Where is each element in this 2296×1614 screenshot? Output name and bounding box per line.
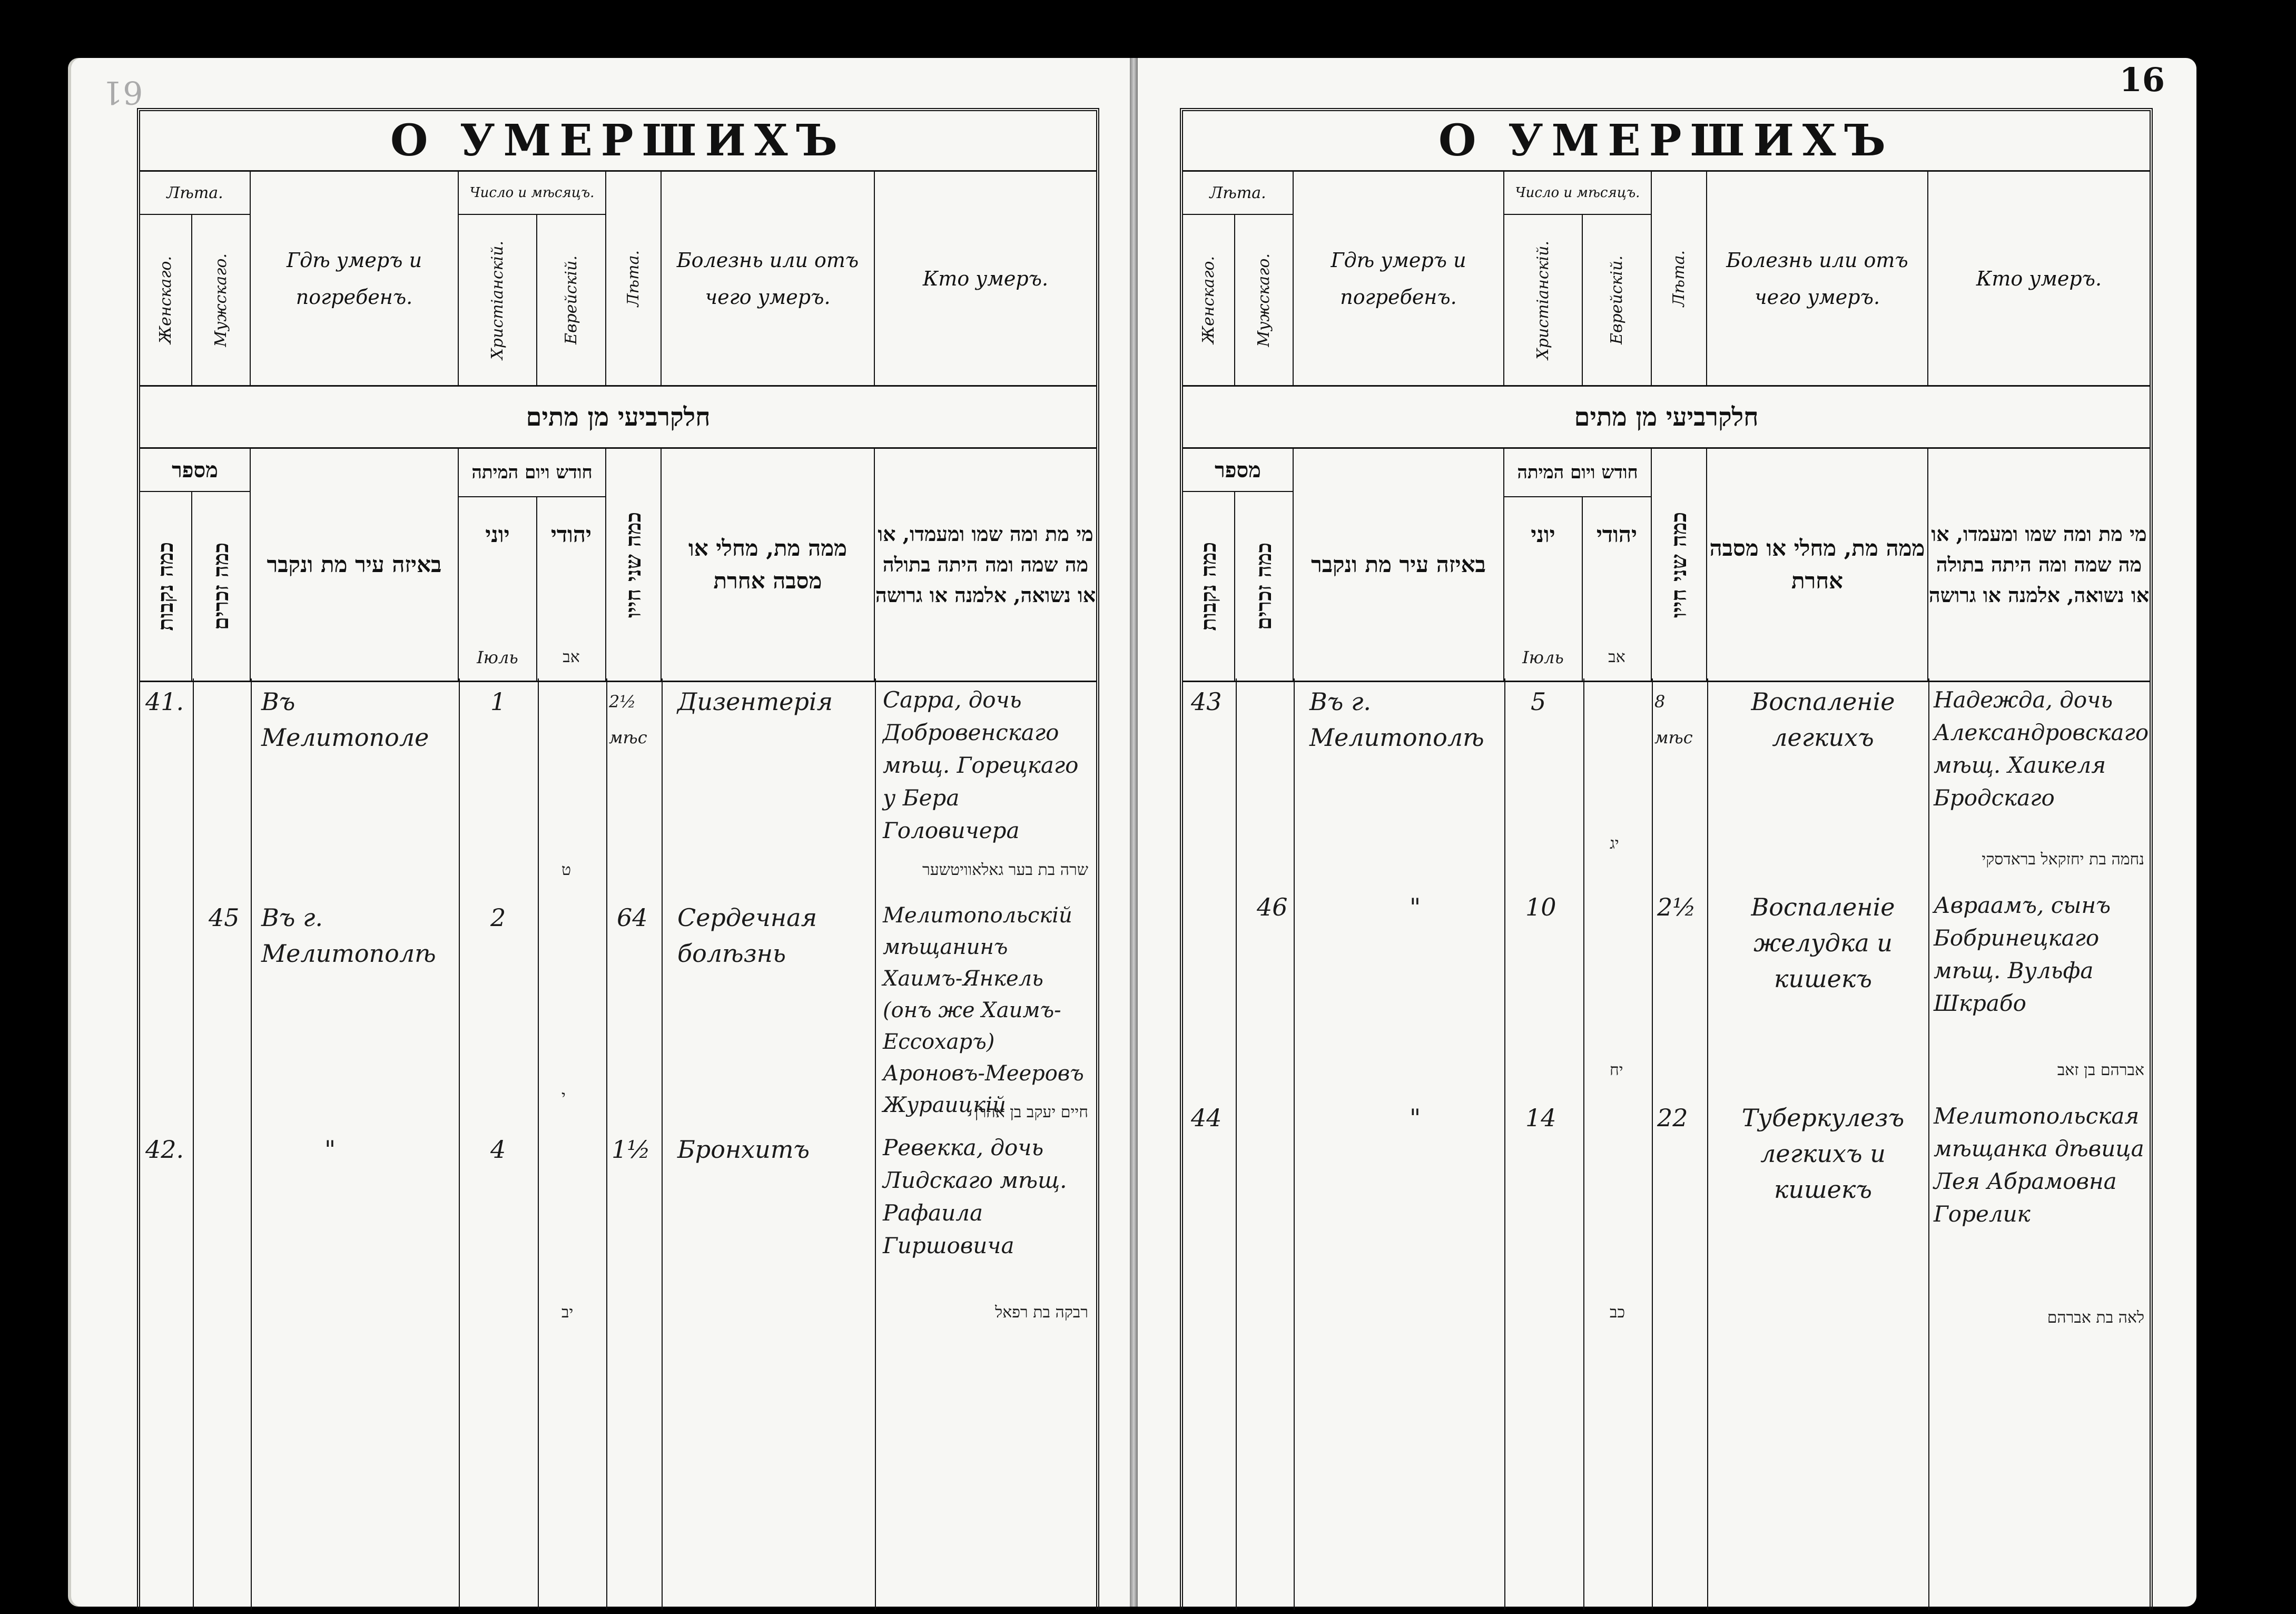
who-header-he: מי מת ומה שמו ומעמדו, או מה שמה ומה היתה בתולה או נשואה, אלמנה או גרושה [1928,522,2150,607]
entry-deceased: Авраамъ, сынъ Бобринецкаго мѣщ. Вульфа Шкрабо [1934,892,2111,1016]
entry-day: 1 [490,687,506,716]
month-jewish-note: אב [1608,648,1625,666]
entry-day: 10 [1525,893,1556,921]
entry-jewish-day: ט [561,861,571,879]
page-number: 16 [2119,61,2165,99]
entry-place: " [1410,1104,1421,1132]
entry-male-number: 46 [1257,893,1288,921]
years-group-header: Лѣта. Женскаго. Мужскаго. [140,172,251,385]
christian-header: Христiанскiй. [488,240,507,360]
date-group-header: Число и мѣсяцъ. Христiанскiй. Еврейскiй. [459,172,606,385]
russian-header-row: Лѣта. Женскаго. Мужскаго. Гдѣ умеръ и погребенъ. Число и мѣсяцъ. Христiанскiй. Еврейскiй. Лѣта. Болезнь или отъ чего умеръ. Кто умеръ. [1183,172,2150,387]
where-header: Гдѣ умеръ и погребенъ. [286,248,422,309]
entry-day: 4 [490,1135,506,1164]
cause-header-he: ממה מת, מחלי או מסבה אחרת [1709,535,1925,594]
book-spine [1130,58,1138,1607]
age-header: Лѣта. [1670,250,1688,307]
entry-age: 2½ мѣс [609,692,647,747]
female-header: Женскаго. [1199,256,1218,344]
entry-jewish-day: יח [1610,1061,1623,1079]
city-header-he: באיזה עיר מת ונקבר [1311,552,1486,577]
month-greek-note: Іюль [477,647,518,667]
entry-jewish-day: כב [1610,1303,1625,1322]
entry-age: 8 мѣс [1654,692,1693,747]
number-header-he: מספר [1183,449,1293,492]
hebrew-header-row [140,449,1096,682]
entry-place: " [1410,893,1421,921]
entry-deceased: Надежда, дочь Александровскаго мѣщ. Хаикеля Бродскаго [1934,687,2149,811]
entry-deceased: Мелитопольскiй мѣщанинъ Хаимъ-Янкель (онъ же Хаимъ-Ессохаръ) Ароновъ-Мееровъ Жураицкiй [883,903,1084,1117]
jewish-header: Еврейскiй. [561,255,580,345]
female-header: Женскаго. [156,256,175,344]
who-header: Кто умеръ. [922,267,1049,290]
entry-female-number: 43 [1191,687,1222,716]
page-title: О УМЕРШИХЪ [140,111,1096,172]
open-register-book [71,58,2210,1612]
who-header-he: מי מת ומה שמו ומעמדו, או מה שמה ומה היתה בתולה או נשואה, אלמנה או גרושה [875,522,1096,607]
entry-deceased-hebrew: שרה בת בער גאלאוויטשער [922,861,1088,879]
cause-header-he: ממה מת, מחלי או מסבה אחרת [688,535,848,594]
entry-disease: Дизентерiя [677,687,833,716]
where-header: Гдѣ умеръ и погребенъ. [1331,248,1466,309]
right-entries-area [1183,678,2150,1610]
entry-disease: Воспаленiе легкихъ [1751,687,1895,752]
entry-day: 5 [1531,687,1546,716]
male-header: Мужскаго. [212,253,231,347]
jewish-header-he: יהודי [1596,521,1638,547]
entry-male-number: 45 [209,903,240,932]
entry-disease: Сердечная болѣзнь [677,903,817,968]
entry-place: " [324,1135,336,1164]
jewish-header: Еврейскiй. [1607,255,1626,345]
city-header-he: באיזה עיר מת ונקבר [267,552,442,577]
entry-age: 64 [617,903,648,932]
male-header-he: כמה זכרים [1252,543,1277,630]
female-header-he: כמה נקבות [153,542,179,631]
hebrew-header-row [1183,449,2150,682]
entry-disease: Воспаленiе желудка и кишекъ [1751,893,1895,993]
age-header-he: כמה שני חייו [621,511,646,618]
page-title: О УМЕРШИХЪ [1183,111,2150,172]
entry-disease: Туберкулезъ легкихъ и кишекъ [1741,1104,1905,1204]
entry-deceased: Мелитопольская мѣщанка дѣвица Лея Абрамовна Горелик [1934,1103,2144,1227]
right-page [1138,58,2196,1607]
number-header-he: מספר [140,449,250,492]
entry-day: 2 [490,903,506,932]
entry-day: 14 [1525,1104,1556,1132]
hebrew-title-row: חלקרביעי מן מתים [1183,387,2150,449]
hebrew-title-row: חלקרביעי מן מתים [140,387,1096,449]
entry-deceased-hebrew: אברהם בן זאב [2057,1061,2144,1079]
male-header-he: כמה זכרים [209,543,234,630]
russian-header-row [140,172,1096,387]
left-register-table [137,108,1099,1610]
greek-header-he: יוני [1531,521,1555,547]
left-page [71,58,1130,1607]
christian-header: Христiанскiй. [1533,240,1552,360]
entry-deceased-hebrew: חיים יעקב בן אהרן [974,1103,1088,1121]
disease-header: Болезнь или отъ чего умеръ. [676,248,859,309]
greek-header-he: יוני [485,521,510,547]
month-day-header-he: חודש ויום המיתה [459,449,605,497]
age-header-he: כמה שני חייו [1667,511,1691,618]
ghost-page-number: 61 [103,74,143,111]
entry-place: Въ г. Мелитополѣ [261,903,436,968]
month-day-header-he: חודש ויום המיתה [1504,449,1651,497]
entry-deceased-hebrew: נחמה בת יחזקאל בראדסקי [1982,850,2144,869]
month-jewish-note: אב [563,648,580,666]
entry-place: Въ г. Мелитополѣ [1309,687,1484,752]
entry-age: 2½ [1657,893,1696,921]
entry-place: Въ Мелитополе [261,687,429,752]
who-header: Кто умеръ. [1976,267,2102,290]
entry-age: 1½ [612,1135,651,1164]
disease-header: Болезнь или отъ чего умеръ. [1726,248,1908,309]
right-register-table [1180,108,2153,1610]
entry-deceased-hebrew: לאה בת אברהם [2047,1308,2144,1327]
female-header-he: כמה נקבות [1196,542,1221,631]
entry-jewish-day: יג [1610,834,1619,853]
entry-deceased: Сарра, дочь Добровенскаго мѣщ. Горецкаго у Бера Головичера [883,687,1079,843]
age-header: Лѣта. [624,250,643,307]
entry-jewish-day: יב [561,1303,574,1322]
entry-female-number: 41. [145,687,184,716]
entry-age: 22 [1657,1104,1688,1132]
entry-deceased-hebrew: רבקה בת רפאל [995,1303,1088,1322]
male-header: Мужскаго. [1255,253,1274,347]
entry-jewish-day: י [561,1087,566,1106]
entry-disease: Бронхитъ [677,1135,810,1164]
entry-female-number: 42. [145,1135,184,1164]
jewish-header-he: יהודי [550,521,592,547]
entry-female-number: 44 [1191,1104,1222,1132]
month-greek-note: Іюль [1522,647,1564,667]
left-entries-area [140,678,1096,1610]
entry-deceased: Ревекка, дочь Лидскаго мѣщ. Рафаила Гиршовича [883,1135,1067,1258]
